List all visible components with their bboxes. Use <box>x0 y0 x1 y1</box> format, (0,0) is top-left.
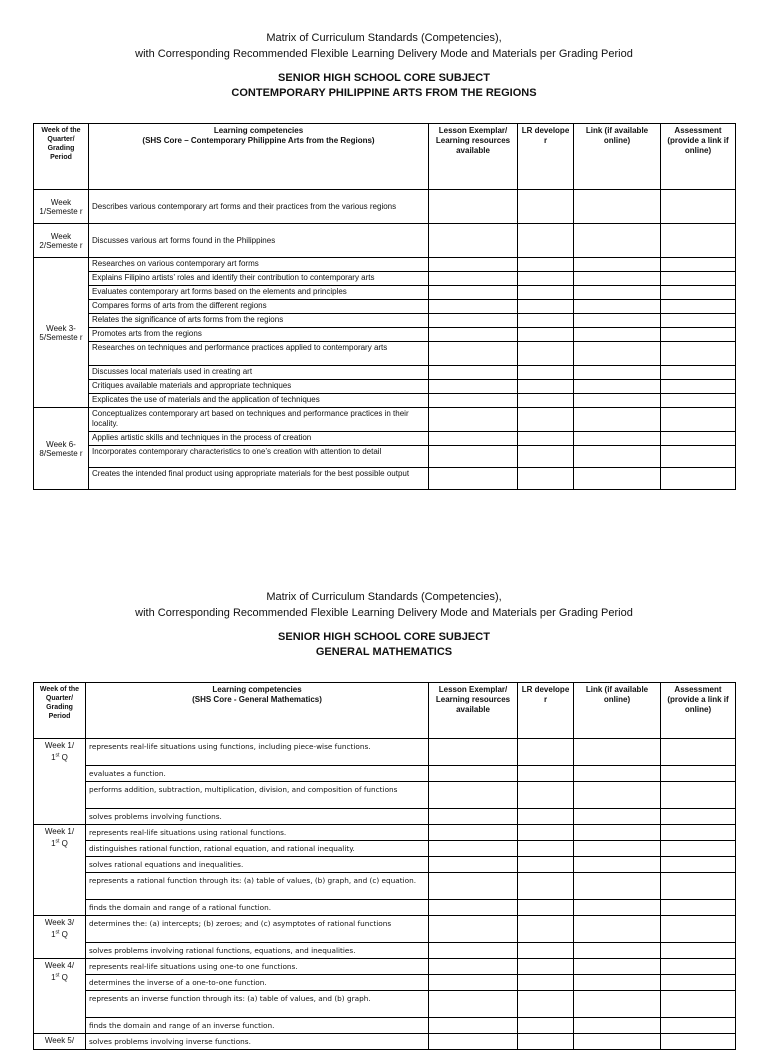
table-row <box>34 286 736 300</box>
header-assessment: Assessment (provide a link if online) <box>661 683 736 739</box>
table-row <box>34 739 736 766</box>
header-competencies-sub: (SHS Core - General Mathematics) <box>192 695 322 704</box>
week-label: Week 5/ <box>44 1036 75 1045</box>
table-row <box>34 1018 736 1034</box>
week-label: Week 1/ <box>44 827 75 836</box>
table-row <box>34 300 736 314</box>
table-row <box>34 959 736 975</box>
subject-line-1: SENIOR HIGH SCHOOL CORE SUBJECT <box>278 631 490 643</box>
quarter-suffix: st <box>55 838 60 845</box>
competency-cell: Researches on various contemporary art forms <box>89 258 429 272</box>
quarter-number: 1 <box>51 930 56 939</box>
title-line-2: with Corresponding Recommended Flexible Learning Delivery Mode and Materials per Grading Period <box>135 607 633 619</box>
table-row <box>34 916 736 943</box>
table-row <box>34 975 736 991</box>
competency-cell: finds the domain and range of an inverse function. <box>86 1018 429 1034</box>
competency-cell: solves problems involving inverse functions. <box>86 1034 429 1050</box>
table-row <box>34 873 736 900</box>
competency-cell: represents a rational function through its: (a) table of values, (b) graph, and (c) equation. <box>86 873 429 900</box>
quarter-letter: Q <box>59 930 68 939</box>
week-cell: Week 6-8/Semeste r <box>34 408 89 490</box>
table-row <box>34 841 736 857</box>
competency-cell: represents real-life situations using one-to one functions. <box>86 959 429 975</box>
competency-cell: solves problems involving functions. <box>86 809 429 825</box>
week-cell: Week 2/Semeste r <box>34 224 89 258</box>
header-link: Link (if available online) <box>574 683 661 739</box>
competency-cell: represents real-life situations using rational functions. <box>86 825 429 841</box>
table-row <box>34 314 736 328</box>
table-row <box>34 190 736 224</box>
matrix-section-arts <box>0 30 768 478</box>
quarter-suffix: st <box>55 972 60 979</box>
quarter-number: 1 <box>51 973 56 982</box>
header-assessment: Assessment (provide a link if online) <box>661 124 736 190</box>
competency-cell: finds the domain and range of a rational function. <box>86 900 429 916</box>
competency-cell: determines the: (a) intercepts; (b) zeroes; and (c) asymptotes of rational functions <box>86 916 429 943</box>
competency-cell: represents an inverse function through its: (a) table of values, and (b) graph. <box>86 991 429 1018</box>
competency-cell: performs addition, subtraction, multiplication, division, and composition of functions <box>86 782 429 809</box>
quarter-suffix: st <box>55 752 60 759</box>
competency-cell: Applies artistic skills and techniques in the process of creation <box>89 432 429 446</box>
week-label: Week 1/ <box>44 741 75 750</box>
table-row <box>34 900 736 916</box>
header-lesson: Lesson Exemplar/ Learning resources available <box>429 124 518 190</box>
table-row <box>34 394 736 408</box>
title-line-1: Matrix of Curriculum Standards (Competencies), <box>266 32 502 44</box>
header-link: Link (if available online) <box>574 124 661 190</box>
competency-table <box>33 682 736 1050</box>
table-row <box>34 380 736 394</box>
table-row <box>34 328 736 342</box>
week-cell <box>34 825 86 916</box>
competency-cell: Promotes arts from the regions <box>89 328 429 342</box>
competency-cell: Incorporates contemporary characteristics to one’s creation with attention to detail <box>89 446 429 468</box>
week-cell <box>34 739 86 825</box>
competency-cell: Describes various contemporary art forms and their practices from the various regions <box>89 190 429 224</box>
week-cell: Week 1/Semeste r <box>34 190 89 224</box>
quarter-suffix: st <box>55 929 60 936</box>
competency-cell: Conceptualizes contemporary art based on techniques and performance practices in their locality. <box>89 408 429 432</box>
header-competencies <box>89 124 429 190</box>
header-competencies-title: Learning competencies <box>212 685 302 694</box>
week-cell <box>34 916 86 959</box>
quarter-number: 1 <box>51 753 56 762</box>
competency-cell: solves rational equations and inequalities. <box>86 857 429 873</box>
table-row <box>34 809 736 825</box>
competency-cell: Creates the intended final product using appropriate materials for the best possible output <box>89 468 429 490</box>
competency-cell: distinguishes rational function, rational equation, and rational inequality. <box>86 841 429 857</box>
week-cell <box>34 959 86 1034</box>
competency-cell: Critiques available materials and appropriate techniques <box>89 380 429 394</box>
quarter-letter: Q <box>59 973 68 982</box>
title-line-1: Matrix of Curriculum Standards (Competencies), <box>266 591 502 603</box>
competency-cell: determines the inverse of a one-to-one function. <box>86 975 429 991</box>
table-row <box>34 446 736 468</box>
table-row <box>34 943 736 959</box>
table-row <box>34 825 736 841</box>
table-row <box>34 258 736 272</box>
competency-cell: Relates the significance of arts forms from the regions <box>89 314 429 328</box>
table-row <box>34 1034 736 1050</box>
competency-table <box>33 123 736 490</box>
quarter-letter: Q <box>59 753 68 762</box>
table-row <box>34 366 736 380</box>
subject-line-2: CONTEMPORARY PHILIPPINE ARTS FROM THE REGIONS <box>231 87 537 99</box>
competency-cell: Researches on techniques and performance practices applied to contemporary arts <box>89 342 429 366</box>
competency-cell: Compares forms of arts from the different regions <box>89 300 429 314</box>
table-header-row <box>34 124 736 190</box>
competency-cell: represents real-life situations using functions, including piece-wise functions. <box>86 739 429 766</box>
header-lr: LR develope r <box>518 124 574 190</box>
competency-cell: Explicates the use of materials and the application of techniques <box>89 394 429 408</box>
competency-cell: Discusses local materials used in creating art <box>89 366 429 380</box>
matrix-section-math <box>0 589 768 1046</box>
subject-line-1: SENIOR HIGH SCHOOL CORE SUBJECT <box>278 72 490 84</box>
table-row <box>34 857 736 873</box>
table-row <box>34 272 736 286</box>
subject-line-2: GENERAL MATHEMATICS <box>315 646 453 658</box>
header-week: Week of the Quarter/ Grading Period <box>34 124 89 190</box>
competency-cell: Explains Filipino artists’ roles and identify their contribution to contemporary arts <box>89 272 429 286</box>
title-line-2: with Corresponding Recommended Flexible Learning Delivery Mode and Materials per Grading Period <box>135 48 633 60</box>
competency-cell: Evaluates contemporary art forms based on the elements and principles <box>89 286 429 300</box>
table-row <box>34 782 736 809</box>
header-lesson: Lesson Exemplar/ Learning resources available <box>429 683 518 739</box>
table-row <box>34 766 736 782</box>
week-cell <box>34 1034 86 1050</box>
header-competencies <box>86 683 429 739</box>
header-week: Week of the Quarter/ Grading Period <box>34 683 86 739</box>
week-cell: Week 3-5/Semeste r <box>34 258 89 408</box>
week-label: Week 3/ <box>44 918 75 927</box>
header-competencies-sub: (SHS Core – Contemporary Philippine Arts from the Regions) <box>142 136 375 145</box>
table-row <box>34 342 736 366</box>
header-lr: LR develope r <box>518 683 574 739</box>
competency-cell: Discusses various art forms found in the Philippines <box>89 224 429 258</box>
competency-cell: evaluates a function. <box>86 766 429 782</box>
week-label: Week 4/ <box>44 961 75 970</box>
table-row <box>34 408 736 432</box>
table-header-row <box>34 683 736 739</box>
header-competencies-title: Learning competencies <box>213 126 304 135</box>
table-row <box>34 468 736 490</box>
quarter-number: 1 <box>51 839 56 848</box>
quarter-letter: Q <box>59 839 68 848</box>
table-row <box>34 432 736 446</box>
table-row <box>34 991 736 1018</box>
competency-cell: solves problems involving rational functions, equations, and inequalities. <box>86 943 429 959</box>
table-row <box>34 224 736 258</box>
